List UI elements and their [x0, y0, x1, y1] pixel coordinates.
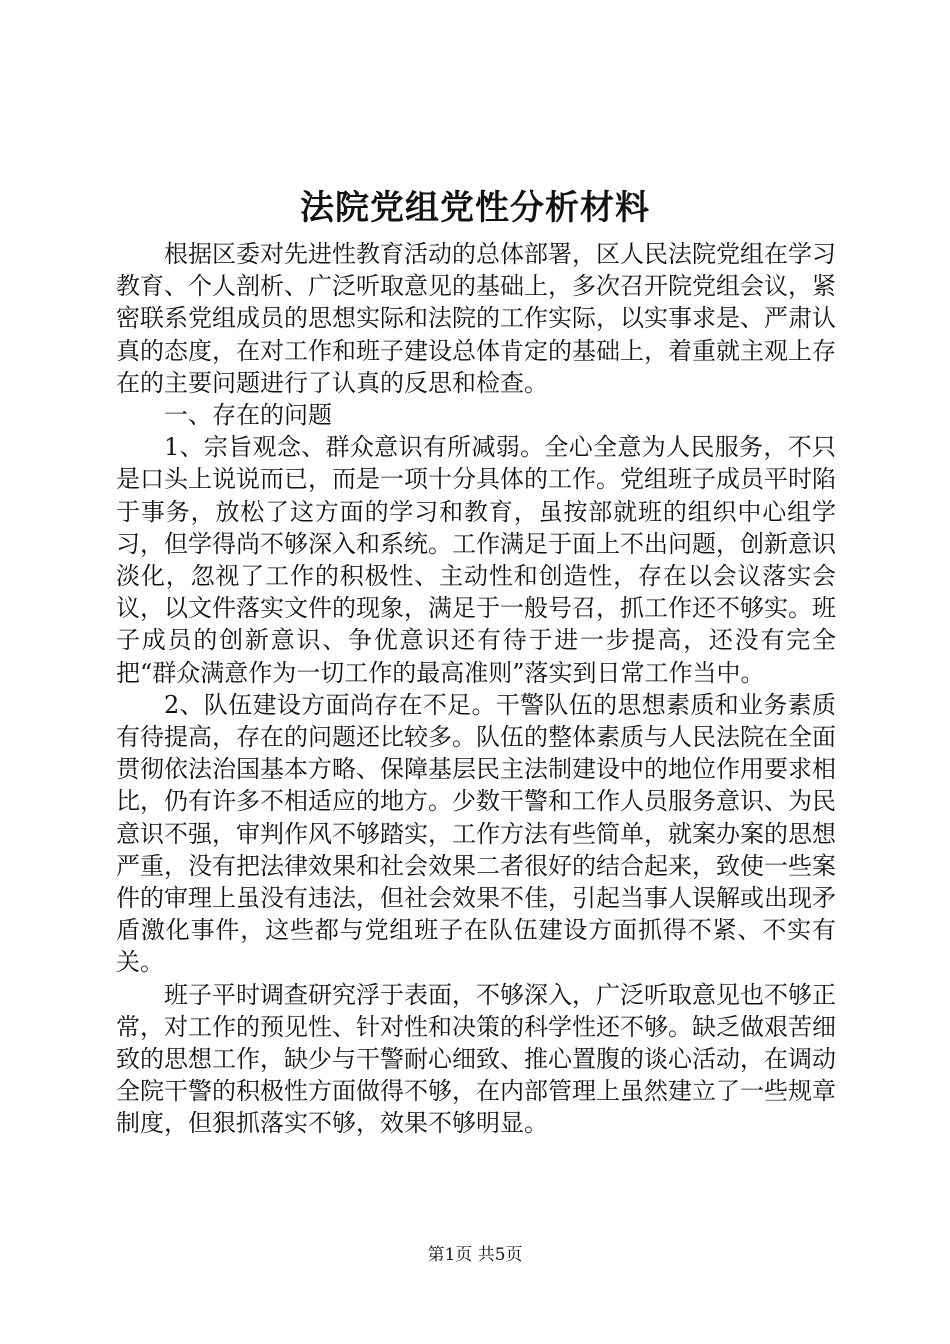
document-title: 法院党组党性分析材料: [300, 188, 650, 228]
issue-paragraph-1: 1、宗旨观念、群众意识有所减弱。全心全意为人民服务，不只是口头上说说而已，而是一项十分具体的工作。党组班子成员平时陷于事务，放松了这方面的学习和教育，虽按部就班的组织中心组学习，但学得尚不够深入和系统。工作满足于面上不出问题，创新意识淡化，忽视了工作的积极性、主动性和创造性，存在以会议落实会议，以文件落实文件的现象，满足于一般号召，抓工作还不够实。班子成员的创新意识、争优意识还有待于进一步提高，还没有完全把“群众满意作为一切工作的最高准则”落实到日常工作当中。: [116, 433, 836, 687]
issue-paragraph-3: 班子平时调查研究浮于表面，不够深入，广泛听取意见也不够正常，对工作的预见性、针对性和决策的科学性还不够。缺乏做艰苦细致的思想工作，缺少与干警耐心细致、推心置腹的谈心活动，在调动全院干警的积极性方面做得不够，在内部管理上虽然建立了一些规章制度，但狠抓落实不够，效果不够明显。: [116, 980, 836, 1138]
document-body: [116, 238, 836, 1140]
page-footer: 第1页 共5页: [427, 1245, 523, 1265]
section-heading: 一、存在的问题: [164, 401, 332, 430]
issue-paragraph-2: 2、队伍建设方面尚存在不足。干警队伍的思想素质和业务素质有待提高，存在的问题还比较多。队伍的整体素质与人民法院在全面贯彻依法治国基本方略、保障基层民主法制建设中的地位作用要求相比，仍有许多不相适应的地方。少数干警和工作人员服务意识、为民意识不强，审判作风不够踏实，工作方法有些简单，就案办案的思想严重，没有把法律效果和社会效果二者很好的结合起来，致使一些案件的审理上虽没有违法，但社会效果不佳，引起当事人误解或出现矛盾激化事件，这些都与党组班子在队伍建设方面抓得不紧、不实有关。: [116, 690, 836, 977]
intro-paragraph: 根据区委对先进性教育活动的总体部署，区人民法院党组在学习教育、个人剖析、广泛听取意见的基础上，多次召开院党组会议，紧密联系党组成员的思想实际和法院的工作实际，以实事求是、严肃认真的态度，在对工作和班子建设总体肯定的基础上，着重就主观上存在的主要问题进行了认真的反思和检查。: [116, 240, 836, 397]
